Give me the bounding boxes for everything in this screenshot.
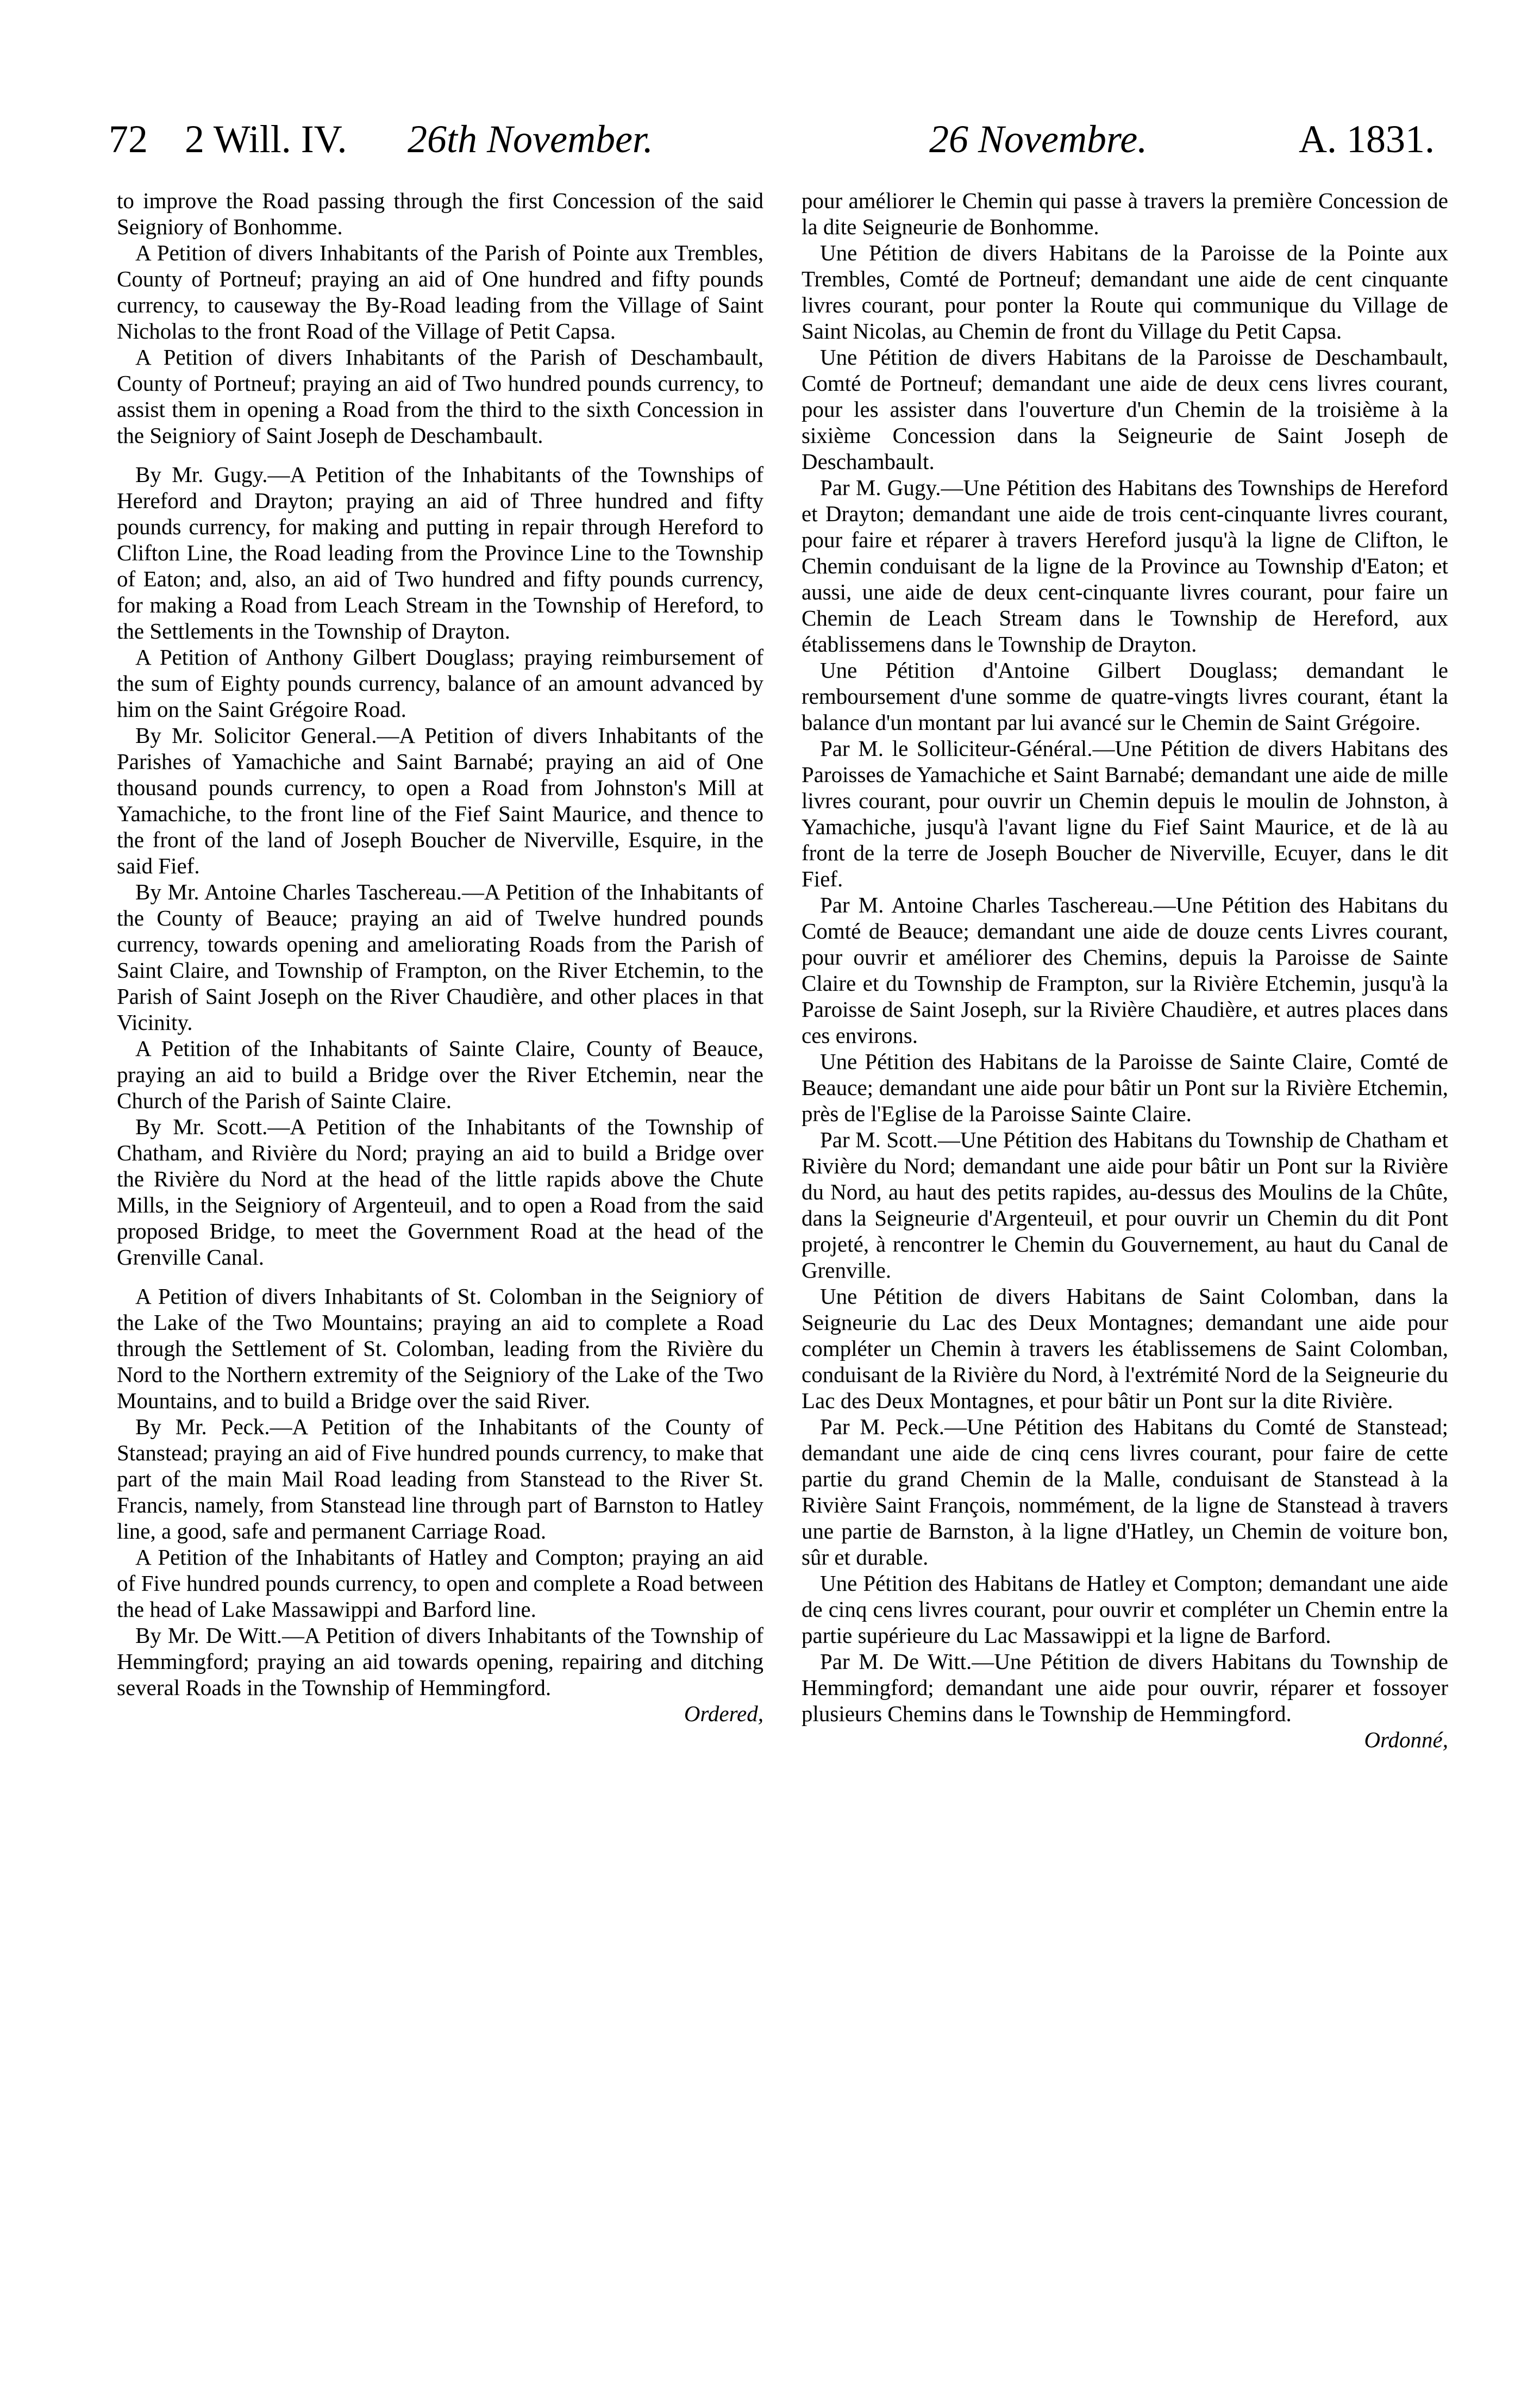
paragraph: A Petition of divers Inhabitants of St. Colomban in the Seigniory of the Lake of the Two Mountains; praying an aid to complete a Road through the Settlement of St. Colomban, leading from the Rivière du Nord to the Northern extremity of the Seigniory of the Lake of the Two Mountains, and to build a Bridge over the said River. — [117, 1284, 763, 1413]
paragraph: Par M. Gugy.—Une Pétition des Habitans des Townships de Hereford et Drayton; demandant une aide de trois cent-cinquante livres courant, pour faire et réparer à travers Hereford jusqu'à la ligne de Clifton, le Chemin conduisant de la ligne de la Province au Township d'Eaton; et aussi, une aide de deux cent-cinquante livres courant, pour faire un Chemin de Leach Stream dans le Township de Hereford, aux établissemens dans le Township de Drayton. — [802, 475, 1448, 657]
paragraph: By Mr. Peck.—A Petition of the Inhabitants of the County of Stanstead; praying an aid of Five hundred pounds currency, to make that part of the main Mail Road leading from Stanstead to the River St. Francis, namely, from Stanstead line through part of Barnston to Hatley line, a good, safe and permanent Carriage Road. — [117, 1414, 763, 1543]
paragraph: Par M. De Witt.—Une Pétition de divers Habitans du Township de Hemmingford; demandant une aide pour ouvrir, réparer et fossoyer plusieurs Chemins dans le Township de Hemmingford. — [802, 1649, 1448, 1726]
catchword: Ordered, — [684, 1701, 763, 1726]
paragraph: By Mr. Antoine Charles Taschereau.—A Petition of the Inhabitants of the County of Beauce; praying an aid of Twelve hundred pounds currency, towards opening and ameliorating Roads from the Parish of Saint Claire, and Township of Frampton, on the River Etchemin, to the Parish of Saint Joseph on the River Chaudière, and other places in that Vicinity. — [117, 879, 763, 1035]
date-english: 26th November. — [408, 117, 653, 161]
paragraph: Par M. Antoine Charles Taschereau.—Une Pétition des Habitans du Comté de Beauce; demandant une aide de douze cents Livres courant, pour ouvrir et améliorer des Chemins, depuis la Paroisse de Sainte Claire et du Township de Frampton, sur la Rivière Etchemin, jusqu'à la Paroisse de Saint Joseph, sur la Rivière Chaudière, et autres places dans ces environs. — [802, 892, 1448, 1048]
paragraph: By Mr. Solicitor General.—A Petition of divers Inhabitants of the Parishes of Yamachiche and Saint Barnabé; praying an aid of One thousand pounds currency, to open a Road from Johnston's Mill at Yamachiche, to the front line of the Fief Saint Maurice, and thence to the front of the land of Joseph Boucher de Niverville, Esquire, in the said Fief. — [117, 723, 763, 878]
paragraph: pour améliorer le Chemin qui passe à travers la première Concession de la dite Seigneurie de Bonhomme. — [802, 188, 1448, 239]
catchword: Ordonné, — [1364, 1727, 1448, 1752]
paragraph: Par M. le Solliciteur-Général.—Une Pétition de divers Habitans des Paroisses de Yamachiche et Saint Barnabé; demandant une aide de mille livres courant, pour ouvrir un Chemin depuis le moulin de Johnston, à Yamachiche, jusqu'à l'avant ligne du Fief Saint Maurice, et de là au front de la terre de Joseph Boucher de Niverville, Ecuyer, dans le dit Fief. — [802, 736, 1448, 891]
paragraph: By Mr. Gugy.—A Petition of the Inhabitants of the Townships of Hereford and Drayton; praying an aid of Three hundred and fifty pounds currency, for making and putting in repair through Hereford to Clifton Line, the Road leading from the Province Line to the Township of Eaton; and, also, an aid of Two hundred and fifty pounds currency, for making a Road from Leach Stream in the Township of Hereford, to the Settlements in the Township of Drayton. — [117, 462, 763, 643]
paragraph: Une Pétition des Habitans de la Paroisse de Sainte Claire, Comté de Beauce; demandant une aide pour bâtir un Pont sur la Rivière Etchemin, près de l'Eglise de la Paroisse Sainte Claire. — [802, 1049, 1448, 1126]
date-french: 26 Novembre. — [929, 117, 1148, 161]
running-header — [109, 117, 1435, 177]
paragraph: Une Pétition de divers Habitans de Saint Colomban, dans la Seigneurie du Lac des Deux Montagnes; demandant une aide pour compléter un Chemin à travers les établissemens de Saint Colomban, conduisant de la Rivière du Nord, à l'extrémité Nord de la Seigneurie du Lac des Deux Montagnes, et pour bâtir un Pont sur la dite Rivière. — [802, 1284, 1448, 1413]
paragraph: Une Pétition de divers Habitans de la Paroisse de la Pointe aux Trembles, Comté de Portneuf; demandant une aide de cent cinquante livres courant, pour ponter la Route qui communique du Village de Saint Nicolas, au Chemin de front du Village du Petit Capsa. — [802, 240, 1448, 343]
paragraph: A Petition of the Inhabitants of Hatley and Compton; praying an aid of Five hundred pounds currency, to open and complete a Road between the head of Lake Massawippi and Barford line. — [117, 1545, 763, 1622]
reign-label: 2 Will. IV. — [185, 117, 347, 161]
paragraph: A Petition of divers Inhabitants of the Parish of Pointe aux Trembles, County of Portneuf; praying an aid of One hundred and fifty pounds currency, to causeway the By-Road leading from the Village of Saint Nicholas to the front Road of the Village of Petit Capsa. — [117, 240, 763, 343]
paragraph: By Mr. Scott.—A Petition of the Inhabitants of the Township of Chatham, and Rivière du Nord; praying an aid to build a Bridge over the Rivière du Nord at the head of the little rapids above the Chute Mills, in the Seigniory of Argenteuil, and to open a Road from the said proposed Bridge, to meet the Government Road at the head of the Grenville Canal. — [117, 1114, 763, 1270]
year-label: A. 1831. — [1299, 117, 1435, 161]
paragraph: Une Pétition d'Antoine Gilbert Douglass; demandant le remboursement d'une somme de quatre-vingts livres courant, étant la balance d'un montant par lui avancé sur le Chemin de Saint Grégoire. — [802, 658, 1448, 735]
paragraph: Une Pétition des Habitans de Hatley et Compton; demandant une aide de cinq cens livres courant, pour ouvrir et compléter un Chemin entre la partie supérieure du Lac Massawippi et la ligne de Barford. — [802, 1571, 1448, 1648]
paragraph: A Petition of divers Inhabitants of the Parish of Deschambault, County of Portneuf; praying an aid of Two hundred pounds currency, to assist them in opening a Road from the third to the sixth Concession in the Seigniory of Saint Joseph de Deschambault. — [117, 345, 763, 448]
paragraph: Par M. Scott.—Une Pétition des Habitans du Township de Chatham et Rivière du Nord; demandant une aide pour bâtir un Pont sur la Rivière du Nord, au haut des petits rapides, au-dessus des Moulins de la Chûte, dans la Seigneurie d'Argenteuil, et pour ouvrir un Chemin du dit Pont projeté, à rencontrer le Chemin du Gouvernement, au haut du Canal de Grenville. — [802, 1127, 1448, 1283]
paragraph: A Petition of the Inhabitants of Sainte Claire, County of Beauce, praying an aid to build a Bridge over the River Etchemin, near the Church of the Parish of Sainte Claire. — [117, 1036, 763, 1113]
paragraph: By Mr. De Witt.—A Petition of divers Inhabitants of the Township of Hemmingford; praying an aid towards opening, repairing and ditching several Roads in the Township of Hemmingford. — [117, 1623, 763, 1700]
paragraph: A Petition of Anthony Gilbert Douglass; praying reimbursement of the sum of Eighty pounds currency, balance of an amount advanced by him on the Saint Grégoire Road. — [117, 645, 763, 722]
english-column — [117, 187, 763, 2361]
paragraph: Une Pétition de divers Habitans de la Paroisse de Deschambault, Comté de Portneuf; demandant une aide de deux cens livres courant, pour les assister dans l'ouverture d'un Chemin de la troisième à la sixième Concession dans la Seigneurie de Saint Joseph de Deschambault. — [802, 345, 1448, 474]
paragraph: to improve the Road passing through the first Concession of the said Seigniory of Bonhomme. — [117, 188, 763, 239]
paragraph: Par M. Peck.—Une Pétition des Habitans du Comté de Stanstead; demandant une aide de cinq cens livres courant, pour faire de cette partie du grand Chemin de la Malle, conduisant de Stanstead à la Rivière Saint François, nommément, de la ligne de Stanstead à travers une partie de Barnston, à la ligne d'Hatley, un Chemin de voiture bon, sûr et durable. — [802, 1414, 1448, 1570]
french-column — [802, 187, 1448, 2361]
page-number: 72 — [109, 117, 148, 161]
